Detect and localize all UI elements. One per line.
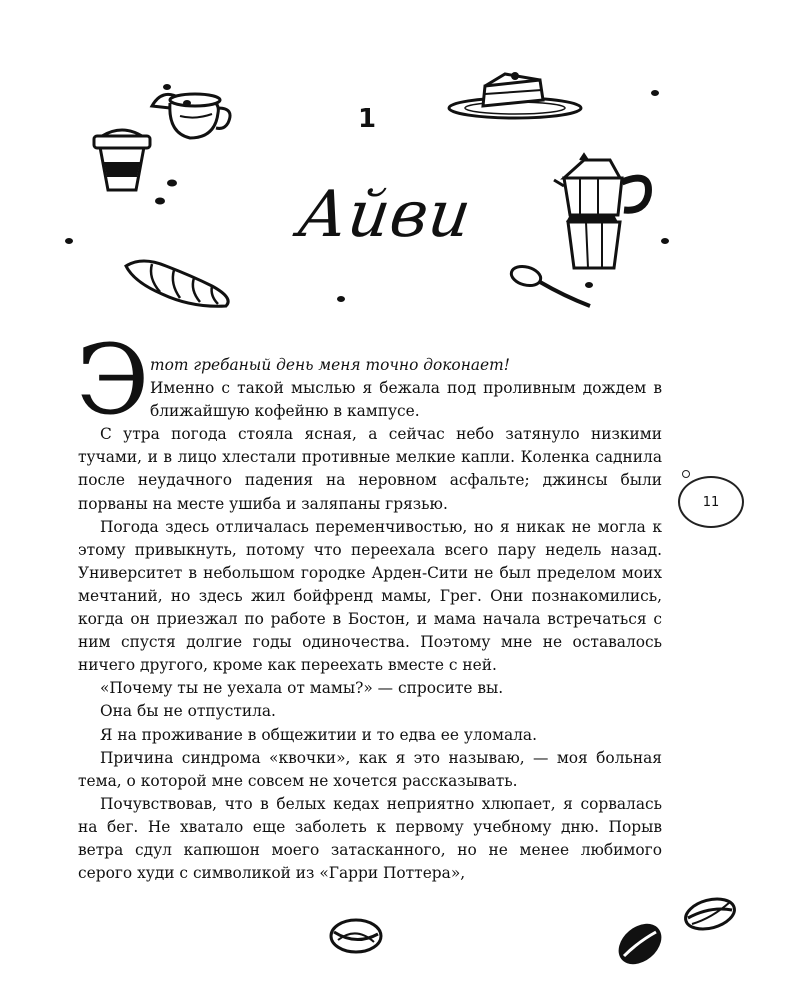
coffee-bean-icon (682, 896, 738, 932)
paragraph-lead-rest: Именно с такой мыслью я бежала под проливным дождем в ближайшую кофейню в кампусе. (150, 379, 662, 421)
paragraph: Погода здесь отличалась переменчивостью, но я никак не могла к этому привыкнуть, потому что переехала всего пару недель назад. Университет в небольшом городке Арден-Сити не был пределом моих мечтаний, но здесь жил бойфренд мамы, Грег. Они познакомились, когда он приезжал по работе в Бостон, и мама начала встречаться с ним спустя долгие годы одиночества. Поэтому мне не оставалось ничего другого, кроме как переехать вместе с ней. (78, 517, 662, 675)
page-number-label: 11 (702, 494, 720, 510)
paragraph: Она бы не отпустила. (100, 702, 276, 721)
paragraph: Я на проживание в общежитии и то едва ее уломала. (100, 725, 537, 744)
coffee-bean-icon (328, 916, 384, 956)
paragraph: «Почему ты не уехала от мамы?» — спросите вы. (100, 679, 504, 698)
chapter-body (78, 354, 662, 885)
page-number (678, 476, 744, 528)
coffee-bean-icon (336, 294, 346, 304)
coffee-bean-icon (612, 916, 668, 972)
chapter-title: Айви (293, 178, 477, 252)
cake-plate-icon (445, 68, 585, 123)
chapter-number: 1 (358, 104, 377, 134)
croissant-icon (122, 252, 242, 312)
coffee-bean-icon (154, 196, 166, 206)
paragraph-lead-italic: тот гребаный день меня точно доконает! (150, 356, 510, 374)
coffee-cup-icon (88, 122, 158, 197)
coffee-bean-icon (64, 236, 74, 246)
dropcap: Э (76, 324, 150, 436)
coffee-bean-icon (162, 82, 172, 92)
page-badge-dot (682, 470, 690, 478)
coffee-bean-icon (650, 88, 660, 98)
coffee-bean-icon (584, 280, 594, 290)
moka-pot-icon (540, 150, 660, 275)
coffee-bean-icon (182, 98, 192, 108)
paragraph: Почувствовав, что в белых кедах неприятно хлюпает, я сорвалась на бег. Не хватало еще заболеть к первому учебному дню. Порыв ветра сдул капюшон моего затасканного, но не менее любимого серого худи с символикой из «Гарри Поттера», (78, 794, 662, 883)
paragraph: С утра погода стояла ясная, а сейчас небо затянуло низкими тучами, и в лицо хлестали противные мелкие капли. Коленка саднила после неудачного падения на неровном асфальте; джинсы были порваны на месте ушиба и заляпаны грязью. (78, 425, 662, 513)
coffee-bean-icon (660, 236, 670, 246)
coffee-bean-icon (166, 178, 178, 188)
paragraph: Причина синдрома «квочки», как я это называю, — моя больная тема, о которой мне совсем не хочется рассказывать. (78, 748, 662, 790)
